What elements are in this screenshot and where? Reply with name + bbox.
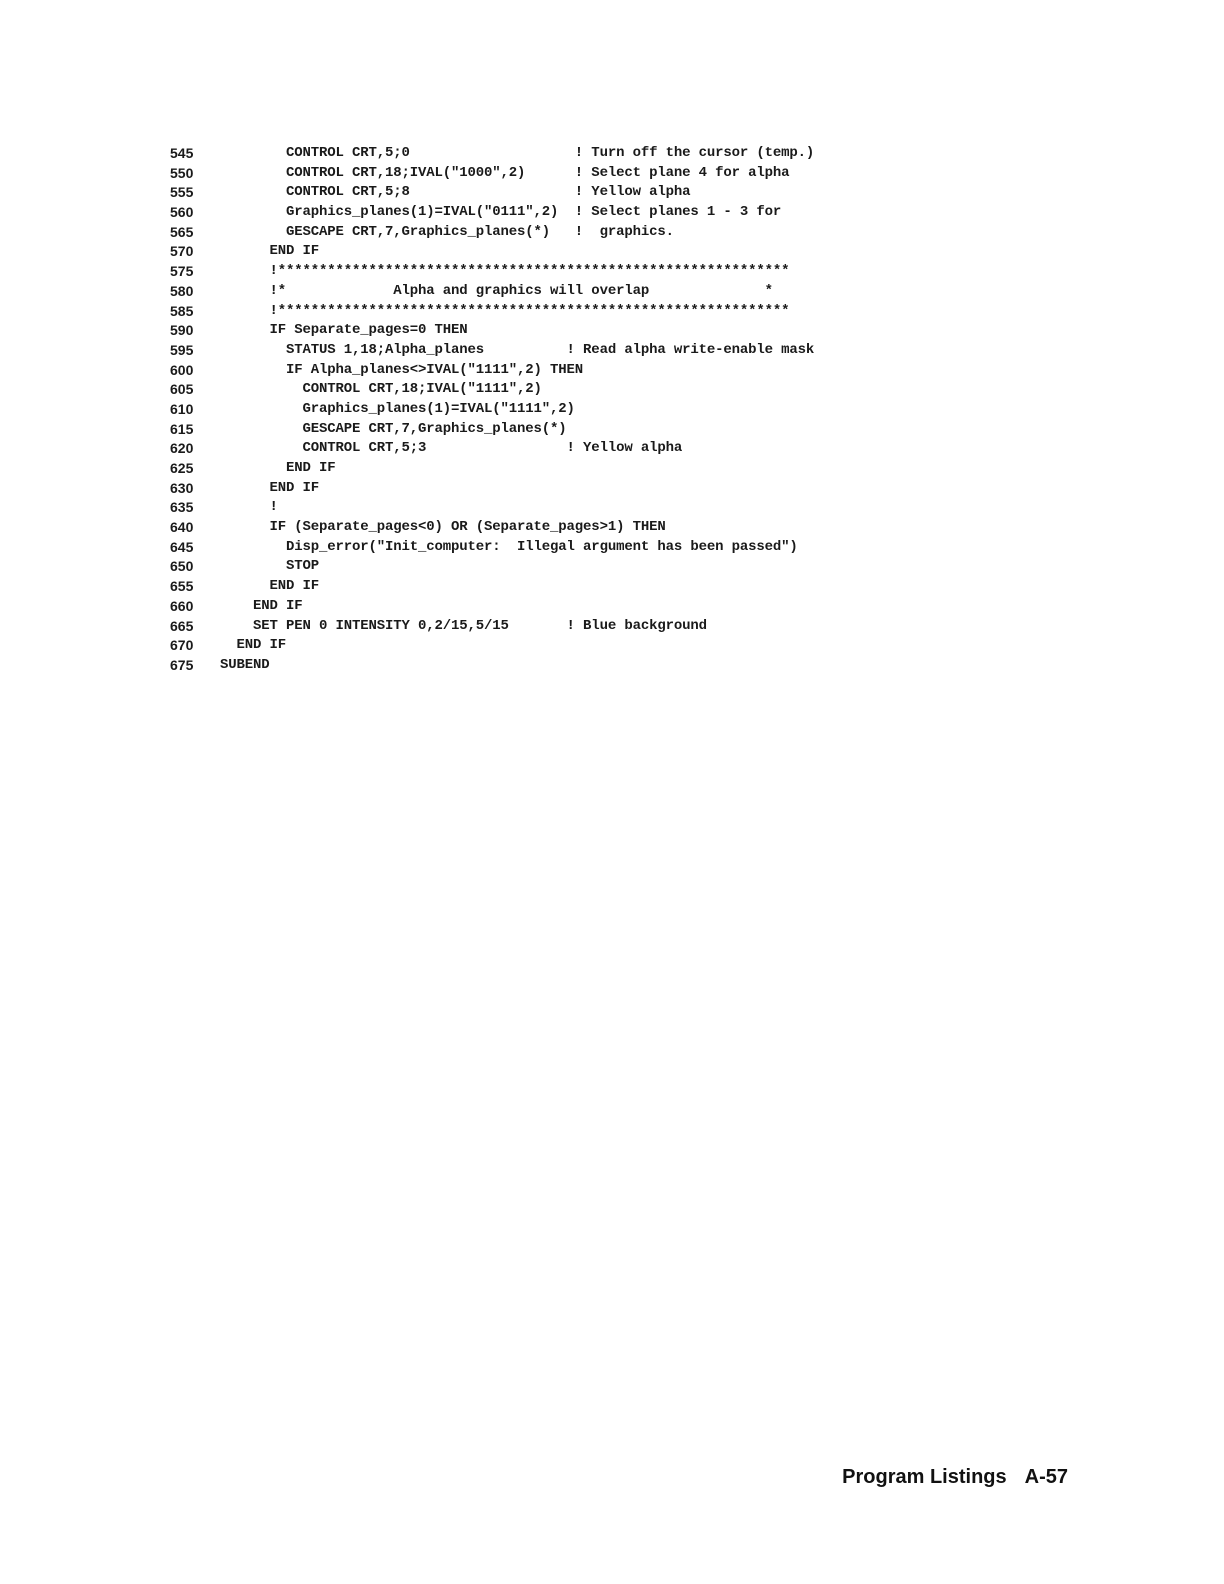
line-number: 565 xyxy=(170,223,194,240)
line-code: Graphics_planes(1)=IVAL("0111",2) ! Select planes 1 - 3 for xyxy=(220,204,782,221)
line-number: 640 xyxy=(170,519,194,536)
line-number: 625 xyxy=(170,460,194,476)
line-code: ! xyxy=(220,499,278,516)
program-listing xyxy=(0,144,1224,676)
code-line xyxy=(0,361,1224,381)
line-code: IF (Separate_pages<0) OR (Separate_pages>1) THEN xyxy=(220,519,666,536)
line-number: 605 xyxy=(170,381,194,398)
line-number: 550 xyxy=(170,164,194,181)
line-number: 595 xyxy=(170,341,194,358)
line-code: END IF xyxy=(220,460,336,476)
code-line xyxy=(0,479,1224,499)
line-number: 675 xyxy=(170,656,194,673)
line-code: STOP xyxy=(220,558,320,575)
code-line xyxy=(0,144,1224,164)
line-number: 545 xyxy=(170,145,194,161)
line-code: IF Alpha_planes<>IVAL("1111",2) THEN xyxy=(220,361,584,378)
code-line xyxy=(0,557,1224,577)
code-line xyxy=(0,439,1224,459)
code-line xyxy=(0,459,1224,479)
line-code: CONTROL CRT,18;IVAL("1000",2) ! Select plane 4 for alpha xyxy=(220,164,790,181)
page-footer xyxy=(842,1466,1068,1489)
line-number: 575 xyxy=(170,263,194,280)
code-line xyxy=(0,164,1224,184)
line-code: SUBEND xyxy=(220,656,270,673)
line-number: 645 xyxy=(170,538,194,555)
code-line xyxy=(0,400,1224,420)
line-number: 620 xyxy=(170,440,194,457)
code-line xyxy=(0,282,1224,302)
line-number: 665 xyxy=(170,617,194,634)
line-code: END IF xyxy=(220,597,303,614)
footer-page-number: A-57 xyxy=(1024,1466,1068,1488)
line-code: END IF xyxy=(220,243,320,260)
code-line xyxy=(0,242,1224,262)
code-line xyxy=(0,321,1224,341)
line-code: Disp_error("Init_computer: Illegal argument has been passed") xyxy=(220,538,798,555)
code-line xyxy=(0,577,1224,597)
line-number: 670 xyxy=(170,637,194,654)
code-line xyxy=(0,302,1224,322)
line-code: SET PEN 0 INTENSITY 0,2/15,5/15 ! Blue background xyxy=(220,617,707,634)
line-number: 580 xyxy=(170,282,194,299)
code-line xyxy=(0,341,1224,361)
line-code: IF Separate_pages=0 THEN xyxy=(220,322,468,339)
line-number: 650 xyxy=(170,558,194,575)
code-line xyxy=(0,223,1224,243)
line-number: 635 xyxy=(170,499,194,516)
line-code: CONTROL CRT,18;IVAL("1111",2) xyxy=(220,381,542,398)
line-code: STATUS 1,18;Alpha_planes ! Read alpha write-enable mask xyxy=(220,341,815,358)
code-line xyxy=(0,498,1224,518)
line-code: END IF xyxy=(220,637,287,654)
line-code: !************************************************************** xyxy=(220,263,790,280)
line-code: CONTROL CRT,5;3 ! Yellow alpha xyxy=(220,440,683,457)
code-line xyxy=(0,380,1224,400)
line-code: Graphics_planes(1)=IVAL("1111",2) xyxy=(220,400,575,417)
line-number: 630 xyxy=(170,479,194,496)
line-code: GESCAPE CRT,7,Graphics_planes(*) ! graphics. xyxy=(220,223,674,240)
line-number: 590 xyxy=(170,322,194,339)
footer-section-title: Program Listings xyxy=(842,1466,1007,1488)
code-line xyxy=(0,617,1224,637)
line-code: !* Alpha and graphics will overlap * xyxy=(220,282,773,299)
code-line xyxy=(0,420,1224,440)
line-number: 660 xyxy=(170,597,194,614)
line-number: 570 xyxy=(170,243,194,260)
code-line xyxy=(0,538,1224,558)
code-line xyxy=(0,183,1224,203)
code-line xyxy=(0,636,1224,656)
line-code: END IF xyxy=(220,578,320,595)
line-number: 655 xyxy=(170,578,194,595)
code-line xyxy=(0,203,1224,223)
line-code: GESCAPE CRT,7,Graphics_planes(*) xyxy=(220,420,567,437)
line-number: 555 xyxy=(170,184,194,201)
line-number: 610 xyxy=(170,400,194,417)
line-number: 560 xyxy=(170,204,194,221)
code-line xyxy=(0,656,1224,676)
line-code: END IF xyxy=(220,479,320,496)
line-number: 615 xyxy=(170,420,194,437)
code-line xyxy=(0,262,1224,282)
code-line xyxy=(0,518,1224,538)
line-number: 585 xyxy=(170,302,194,319)
line-code: !************************************************************** xyxy=(220,302,790,319)
line-code: CONTROL CRT,5;0 ! Turn off the cursor (temp.) xyxy=(220,145,815,161)
line-number: 600 xyxy=(170,361,194,378)
code-line xyxy=(0,597,1224,617)
line-code: CONTROL CRT,5;8 ! Yellow alpha xyxy=(220,184,691,201)
